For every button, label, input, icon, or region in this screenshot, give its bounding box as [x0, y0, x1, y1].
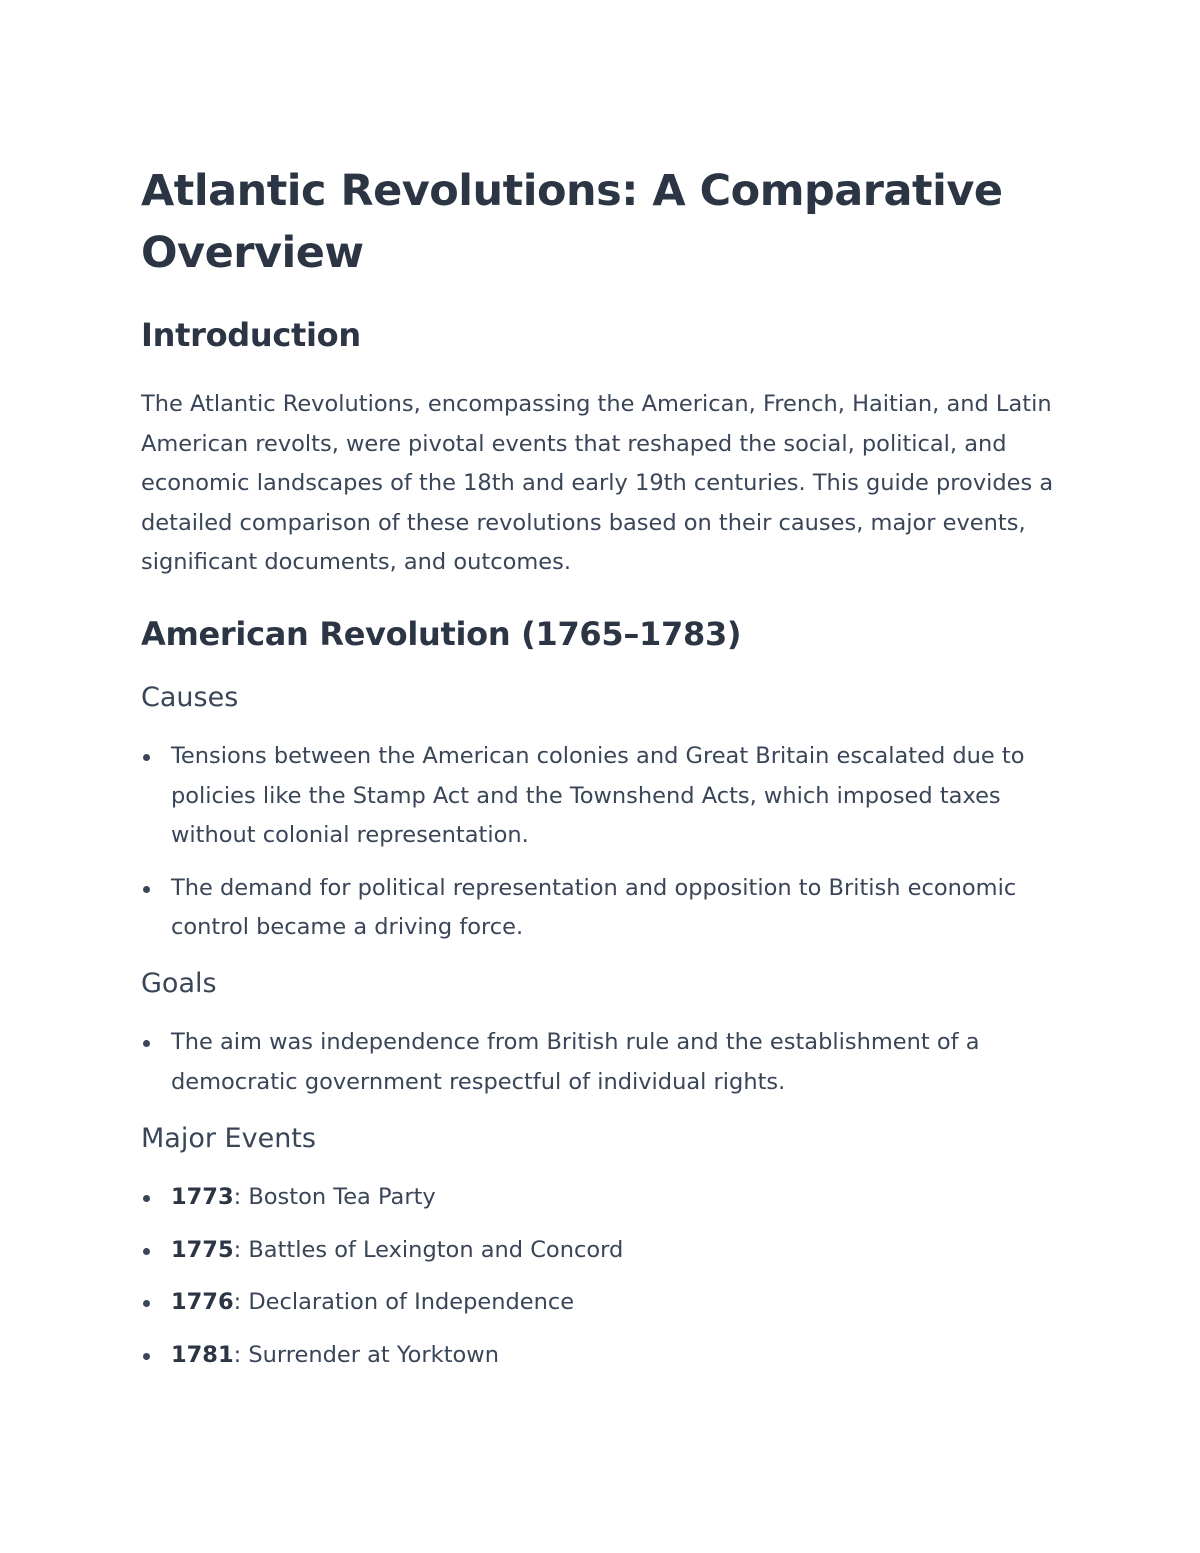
bullet-icon: [143, 754, 150, 761]
bullet-icon: [143, 1195, 150, 1202]
list-item: [141, 1336, 1061, 1376]
goals-list: [141, 1023, 1061, 1102]
causes-list: [141, 737, 1061, 948]
event-year: 1781: [171, 1341, 234, 1368]
list-item: [141, 1231, 1061, 1271]
event-description: : Surrender at Yorktown: [233, 1341, 499, 1368]
bullet-icon: [143, 1248, 150, 1255]
page-title: Atlantic Revolutions: A Comparative Overview: [141, 166, 1003, 278]
list-item: [141, 737, 1061, 856]
goals-heading: Goals: [141, 967, 217, 999]
bullet-icon: [143, 1353, 150, 1360]
list-item-text: The demand for political representation and opposition to British economic control became a driving force.: [171, 874, 1017, 941]
event-year: 1775: [171, 1236, 234, 1263]
list-item: [141, 1283, 1061, 1323]
event-description: : Declaration of Independence: [233, 1289, 575, 1316]
list-item-text: The aim was independence from British rule and the establishment of a democratic government respectful of individual rights.: [171, 1028, 980, 1095]
event-year: 1773: [171, 1184, 234, 1211]
list-item: [141, 869, 1061, 948]
major-events-heading: Major Events: [141, 1123, 316, 1155]
list-item-text: Tensions between the American colonies and Great Britain escalated due to policies like the Stamp Act and the Townshend Acts, which imposed taxes without colonial representation.: [171, 742, 1025, 849]
event-description: : Battles of Lexington and Concord: [233, 1236, 624, 1263]
document-page: [141, 160, 1061, 1376]
bullet-icon: [143, 1040, 150, 1047]
major-events-list: [141, 1178, 1061, 1375]
bullet-icon: [143, 1300, 150, 1307]
introduction-heading: Introduction: [141, 316, 361, 354]
american-revolution-heading: American Revolution (1765–1783): [141, 614, 742, 653]
list-item: [141, 1178, 1061, 1218]
list-item: [141, 1023, 1061, 1102]
introduction-paragraph: The Atlantic Revolutions, encompassing the American, French, Haitian, and Latin American revolts, were pivotal events that reshaped the social, political, and economic landscapes of the 18th and early 19th centuries. This guide provides a detailed comparison of these revolutions based on their causes, major events, significant documents, and outcomes.: [141, 391, 1054, 576]
causes-heading: Causes: [141, 681, 239, 713]
event-year: 1776: [171, 1289, 234, 1316]
event-description: : Boston Tea Party: [233, 1184, 436, 1211]
bullet-icon: [143, 886, 150, 893]
